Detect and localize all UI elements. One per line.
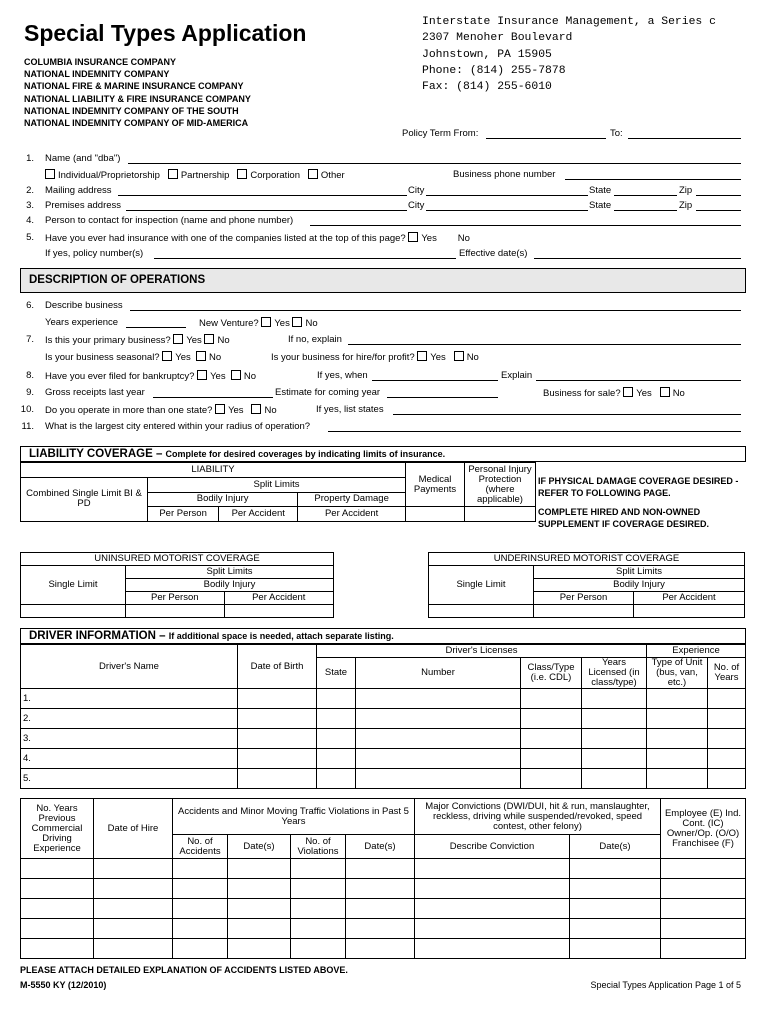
premises-address-label: Premises address (45, 200, 122, 211)
underinsured-table (428, 552, 745, 618)
years-experience-label: Years experience (45, 317, 119, 328)
company-name: NATIONAL LIABILITY & FIRE INSURANCE COMPANY (24, 93, 251, 104)
describe-business-field[interactable] (130, 310, 741, 311)
new-venture-row: New Venture? Yes No (199, 318, 318, 329)
uim-split-limits: Split Limits (534, 566, 745, 579)
policy-number-label: If yes, policy number(s) (45, 248, 144, 259)
split-limits-header: Split Limits (148, 477, 406, 492)
violation-dates-header: Date(s) (346, 835, 415, 859)
um-bodily-injury: Bodily Injury (126, 579, 334, 592)
type-of-unit-header: Type of Unit (bus, van, etc.) (647, 658, 708, 689)
agent-street: 2307 Menoher Boulevard (422, 32, 573, 45)
describe-business-label: Describe business (45, 300, 123, 311)
dob-header: Date of Birth (238, 645, 317, 689)
liability-header: LIABILITY (21, 463, 406, 478)
policy-to-label: To: (610, 128, 623, 139)
uim-single-cell[interactable] (429, 605, 534, 618)
business-phone-label: Business phone number (453, 169, 556, 180)
uim-per-person: Per Person (534, 592, 634, 605)
physical-damage-note: IF PHYSICAL DAMAGE COVERAGE DESIRED - REFER TO FOLLOWING PAGE. (538, 476, 739, 498)
table-row (21, 899, 746, 919)
mailing-state-field[interactable] (614, 195, 677, 196)
agent-phone: Phone: (814) 255-7878 (422, 64, 566, 77)
largest-city-label: What is the largest city entered within your radius of operation? (45, 421, 311, 432)
uim-accident-cell[interactable] (633, 605, 744, 618)
prior-insurance-no-checkbox[interactable] (445, 232, 455, 242)
policy-from-label: Policy Term From: (402, 128, 479, 139)
years-licensed-header: Years Licensed (in class/type) (582, 658, 647, 689)
property-damage-header: Property Damage (298, 492, 406, 507)
pd-per-accident-header: Per Accident (298, 507, 406, 522)
city-label: City (408, 185, 425, 196)
entity-type-row: Individual/Proprietorship Partnership Corporation Other (45, 169, 345, 181)
individual-checkbox[interactable] (45, 169, 55, 179)
no-accidents-header: No. of Accidents (173, 835, 228, 859)
seasonal-no-checkbox[interactable] (196, 351, 206, 361)
primary-business-row: Is this your primary business? Yes No (45, 335, 230, 346)
new-venture-no-checkbox[interactable] (292, 317, 302, 327)
operations-heading: DESCRIPTION OF OPERATIONS (20, 268, 746, 293)
seasonal-row: Is your business seasonal? Yes No (45, 352, 222, 363)
agent-city: Johnstown, PA 15905 (422, 48, 552, 61)
state-label: State (589, 200, 612, 211)
per-person-header: Per Person (148, 507, 219, 522)
table-row: 1. (21, 689, 746, 709)
hire-yes-checkbox[interactable] (417, 351, 427, 361)
um-person-cell[interactable] (126, 605, 225, 618)
premises-address-field[interactable] (126, 210, 407, 211)
state-header: State (317, 658, 356, 689)
page-title: Special Types Application (24, 20, 307, 46)
uim-person-cell[interactable] (534, 605, 634, 618)
new-venture-yes-checkbox[interactable] (261, 317, 271, 327)
table-row: 5. (21, 769, 746, 789)
hire-row: Is your business for hire/for profit? Yes No (271, 352, 479, 363)
multi-state-yes-checkbox[interactable] (215, 404, 225, 414)
no-violations-header: No. of Violations (291, 835, 346, 859)
list-states-field[interactable] (393, 414, 741, 415)
um-per-accident: Per Accident (224, 592, 333, 605)
uim-single-limit: Single Limit (429, 566, 534, 605)
agent-name: Interstate Insurance Management, a Series c (422, 16, 716, 28)
underinsured-header: UNDERINSURED MOTORIST COVERAGE (429, 553, 745, 566)
q1-label: Name (and "dba") (45, 153, 121, 164)
table-row: 4. (21, 749, 746, 769)
attach-note: PLEASE ATTACH DETAILED EXPLANATION OF ACCIDENTS LISTED ABOVE. (20, 965, 348, 975)
hire-no-checkbox[interactable] (454, 351, 464, 361)
date-of-hire-header: Date of Hire (94, 799, 173, 859)
medical-payments-header: Medical Payments (406, 463, 465, 507)
pip-cell[interactable] (465, 507, 536, 522)
effective-date-field[interactable] (534, 258, 741, 259)
estimate-label: Estimate for coming year (275, 387, 381, 398)
licenses-header: Driver's Licenses (317, 645, 647, 658)
mailing-address-label: Mailing address (45, 185, 112, 196)
uninsured-table (20, 552, 334, 618)
table-row (21, 919, 746, 939)
policy-number-field[interactable] (154, 258, 456, 259)
pip-header: Personal Injury Protection (where applicable) (465, 463, 536, 507)
um-split-limits: Split Limits (126, 566, 334, 579)
company-name: NATIONAL INDEMNITY COMPANY OF THE SOUTH (24, 105, 239, 116)
experience-header: Experience (647, 645, 746, 658)
company-name: NATIONAL INDEMNITY COMPANY (24, 69, 170, 80)
corporation-checkbox[interactable] (237, 169, 247, 179)
uninsured-header: UNINSURED MOTORIST COVERAGE (21, 553, 334, 566)
list-states-label: If yes, list states (316, 404, 384, 415)
prev-experience-header: No. Years Previous Commercial Driving Experience (21, 799, 94, 859)
for-sale-no-checkbox[interactable] (660, 387, 670, 397)
major-convictions-header: Major Convictions (DWI/DUI, hit & run, manslaughter, reckless, driving while suspended/revoked, speed contest, other felony) (415, 799, 661, 835)
if-no-explain-label: If no, explain (288, 334, 342, 345)
company-name: NATIONAL FIRE & MARINE INSURANCE COMPANY (24, 81, 244, 92)
explain-label: Explain (501, 370, 533, 381)
city-label: City (408, 200, 425, 211)
table-row (21, 859, 746, 879)
accidents-header: Accidents and Minor Moving Traffic Violations in Past 5 Years (173, 799, 415, 835)
bankruptcy-yes-checkbox[interactable] (197, 370, 207, 380)
history-table (20, 798, 746, 959)
seasonal-yes-checkbox[interactable] (162, 351, 172, 361)
um-per-person: Per Person (126, 592, 225, 605)
employee-type-header: Employee (E) Ind. Cont. (IC) Owner/Op. (O/O) Franchisee (F) (661, 799, 746, 859)
largest-city-field[interactable] (328, 431, 741, 432)
gross-receipts-label: Gross receipts last year (45, 387, 145, 398)
bodily-injury-header: Bodily Injury (148, 492, 298, 507)
per-accident-header: Per Accident (219, 507, 298, 522)
agent-address (422, 14, 762, 95)
driver-heading: DRIVER INFORMATION – If additional space is needed, attach separate listing. (20, 628, 746, 644)
form-number: M-5550 KY (12/2010) (20, 980, 107, 990)
q5-row: Have you ever had insurance with one of the companies listed at the top of this page? Yes No (45, 233, 470, 244)
table-row (21, 879, 746, 899)
explain-field[interactable] (348, 344, 741, 345)
liability-heading: LIABILITY COVERAGE – Complete for desired coverages by indicating limits of insurance. (20, 446, 746, 462)
table-row (21, 939, 746, 959)
mailing-zip-field[interactable] (696, 195, 741, 196)
premises-city-field[interactable] (426, 210, 588, 211)
medical-payments-cell[interactable] (406, 507, 465, 522)
gross-receipts-field[interactable] (153, 397, 273, 398)
class-type-header: Class/Type (i.e. CDL) (521, 658, 582, 689)
premises-state-field[interactable] (614, 210, 677, 211)
accident-dates-header: Date(s) (228, 835, 291, 859)
combined-single-header: Combined Single Limit BI & PD (21, 477, 148, 521)
company-list (24, 56, 251, 129)
for-sale-yes-checkbox[interactable] (623, 387, 633, 397)
partnership-checkbox[interactable] (168, 169, 178, 179)
for-sale-row: Business for sale? Yes No (543, 388, 685, 399)
table-row: 3. (21, 729, 746, 749)
multi-state-row: Do you operate in more than one state? Yes No (45, 405, 277, 416)
business-phone-field[interactable] (565, 179, 741, 180)
conviction-dates-header: Date(s) (570, 835, 661, 859)
bankruptcy-explain-field[interactable] (536, 380, 741, 381)
contact-field[interactable] (310, 225, 741, 226)
prior-insurance-yes-checkbox[interactable] (408, 232, 418, 242)
zip-label: Zip (679, 185, 693, 196)
describe-conviction-header: Describe Conviction (415, 835, 570, 859)
bankruptcy-when-field[interactable] (372, 380, 498, 381)
bankruptcy-no-checkbox[interactable] (231, 370, 241, 380)
multi-state-no-checkbox[interactable] (251, 404, 261, 414)
company-name: NATIONAL INDEMNITY COMPANY OF MID-AMERICA (24, 118, 249, 129)
um-single-cell[interactable] (21, 605, 126, 618)
hired-supplement-note: COMPLETE HIRED AND NON-OWNED SUPPLEMENT IF COVERAGE DESIRED. (538, 507, 710, 529)
page-number: Special Types Application Page 1 of 5 (590, 980, 741, 990)
policy-from-field[interactable] (486, 138, 606, 139)
if-yes-when-label: If yes, when (317, 370, 368, 381)
other-checkbox[interactable] (308, 169, 318, 179)
mailing-address-field[interactable] (118, 195, 407, 196)
primary-no-checkbox[interactable] (204, 334, 214, 344)
policy-to-field[interactable] (628, 138, 741, 139)
um-single-limit: Single Limit (21, 566, 126, 605)
agent-fax: Fax: (814) 255-6010 (422, 81, 552, 94)
um-accident-cell[interactable] (224, 605, 333, 618)
primary-yes-checkbox[interactable] (173, 334, 183, 344)
company-name: COLUMBIA INSURANCE COMPANY (24, 57, 176, 67)
driver-name-header: Driver's Name (21, 645, 238, 689)
uim-bodily-injury: Bodily Injury (534, 579, 745, 592)
no-of-years-header: No. of Years (708, 658, 746, 689)
years-experience-field[interactable] (126, 327, 186, 328)
zip-label: Zip (679, 200, 693, 211)
effective-date-label: Effective date(s) (459, 248, 528, 259)
contact-label: Person to contact for inspection (name and phone number) (45, 215, 294, 226)
estimate-field[interactable] (387, 397, 498, 398)
table-row: 2. (21, 709, 746, 729)
liability-table (20, 462, 536, 522)
uim-per-accident: Per Accident (633, 592, 744, 605)
premises-zip-field[interactable] (696, 210, 741, 211)
state-label: State (589, 185, 612, 196)
bankruptcy-row: Have you ever filed for bankruptcy? Yes No (45, 371, 257, 382)
mailing-city-field[interactable] (426, 195, 588, 196)
driver-table (20, 644, 746, 789)
number-header: Number (356, 658, 521, 689)
name-field[interactable] (128, 163, 741, 164)
